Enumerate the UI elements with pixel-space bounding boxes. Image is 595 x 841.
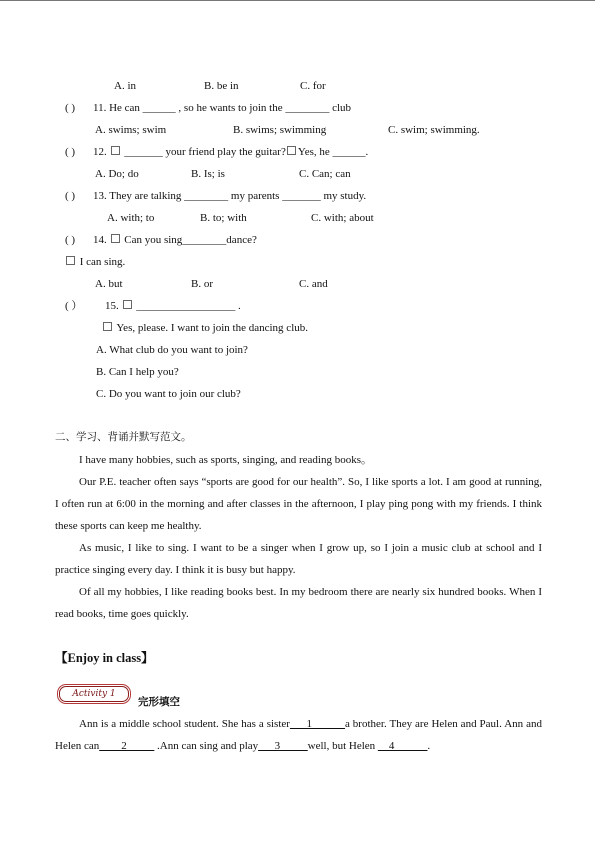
placeholder-box-icon: [111, 234, 120, 243]
top-border: [0, 0, 595, 1]
cloze-blank-1: ___1______: [289, 718, 345, 730]
essay-paragraph-2: Our P.E. teacher often says “sports are good for our health”. So, I like sports a lot. I am good at running, I often run at 6:00 in the morning and after classes in the afternoon, I play ping pong with my friends. I think these sports can keep me healthy.: [55, 476, 542, 532]
q11-option-c: C. swim; swimming.: [388, 124, 480, 136]
placeholder-box-icon: [103, 322, 112, 331]
q15-option-a: A. What club do you want to join?: [96, 344, 248, 356]
essay-paragraph-4: Of all my hobbies, I like reading books best. In my bedroom there are nearly six hundred books. When I read books, time goes quickly.: [55, 586, 542, 620]
q13-question: 13. They are talking ________ my parents _______ my study.: [93, 190, 367, 202]
q13-option-b: B. to; with: [200, 212, 247, 224]
section-heading: 二、学习、背诵并默写范文。: [55, 431, 192, 443]
activity-title: 完形填空: [138, 696, 180, 708]
cloze-passage: [55, 713, 542, 757]
essay-paragraph-1: I have many hobbies, such as sports, singing, and reading books。: [79, 454, 372, 466]
q15-question: [105, 299, 241, 313]
q15-answer-text: Yes, please. I want to join the dancing club.: [116, 322, 308, 334]
q15-answer: [102, 321, 308, 335]
q15-blank: __________________ .: [136, 300, 241, 312]
cloze-blank-3: ___3_____: [258, 740, 308, 752]
q12-number: 12.: [93, 146, 107, 158]
q12-option-c: C. Can; can: [299, 168, 351, 180]
q12-question: [93, 145, 368, 159]
q11-paren: ( ): [65, 102, 76, 114]
q14-question-text: Can you sing________dance?: [124, 234, 257, 246]
q13-paren: ( ): [65, 190, 76, 202]
placeholder-box-icon: [111, 146, 120, 155]
cloze-text: well, but Helen: [307, 740, 378, 752]
q14-option-a: A. but: [95, 278, 123, 290]
q13-option-c: C. with; about: [311, 212, 374, 224]
q10-option-b: B. be in: [204, 80, 239, 92]
q14-answer: [65, 255, 125, 269]
cloze-text: .: [427, 740, 431, 752]
q15-paren: ( ）: [65, 300, 83, 312]
q13-option-a: A. with; to: [107, 212, 155, 224]
placeholder-box-icon: [287, 146, 296, 155]
q14-question: [93, 233, 257, 247]
placeholder-box-icon: [123, 300, 132, 309]
placeholder-box-icon: [66, 256, 75, 265]
cloze-blank-2: ____2_____: [99, 740, 155, 752]
q12-answer-text: Yes, he ______.: [297, 146, 369, 158]
q10-option-c: C. for: [300, 80, 326, 92]
q12-option-b: B. Is; is: [191, 168, 225, 180]
q11-option-b: B. swims; swimming: [233, 124, 327, 136]
q12-option-a: A. Do; do: [95, 168, 139, 180]
q12-paren: ( ): [65, 146, 76, 158]
cloze-text: Ann is a middle school student. She has a sister: [79, 718, 290, 730]
q10-option-a: A. in: [114, 80, 136, 92]
q15-option-b: B. Can I help you?: [96, 366, 179, 378]
cloze-blank-4: __4______: [377, 740, 428, 752]
q11-option-a: A. swims; swim: [95, 124, 167, 136]
activity-badge: Activity 1: [59, 686, 129, 702]
enjoy-heading: 【Enjoy in class】: [55, 651, 154, 665]
q14-option-c: C. and: [299, 278, 328, 290]
q14-answer-text: I can sing.: [79, 256, 126, 268]
essay-paragraph-3: As music, I like to sing. I want to be a singer when I grow up, so I join a music club at school and I practice singing every day. I think it is busy but happy.: [55, 542, 542, 576]
q15-option-c: C. Do you want to join our club?: [96, 388, 241, 400]
cloze-text: a brother. They are Helen and Paul. Ann and Helen can: [55, 718, 542, 752]
cloze-text: .Ann can sing and play: [154, 740, 259, 752]
q14-number: 14.: [93, 234, 107, 246]
q11-question: 11. He can ______ , so he wants to join the ________ club: [93, 102, 352, 114]
q15-number: 15.: [105, 300, 119, 312]
q14-option-b: B. or: [191, 278, 213, 290]
q14-paren: ( ): [65, 234, 76, 246]
q12-question-text: _______ your friend play the guitar?: [124, 146, 286, 158]
